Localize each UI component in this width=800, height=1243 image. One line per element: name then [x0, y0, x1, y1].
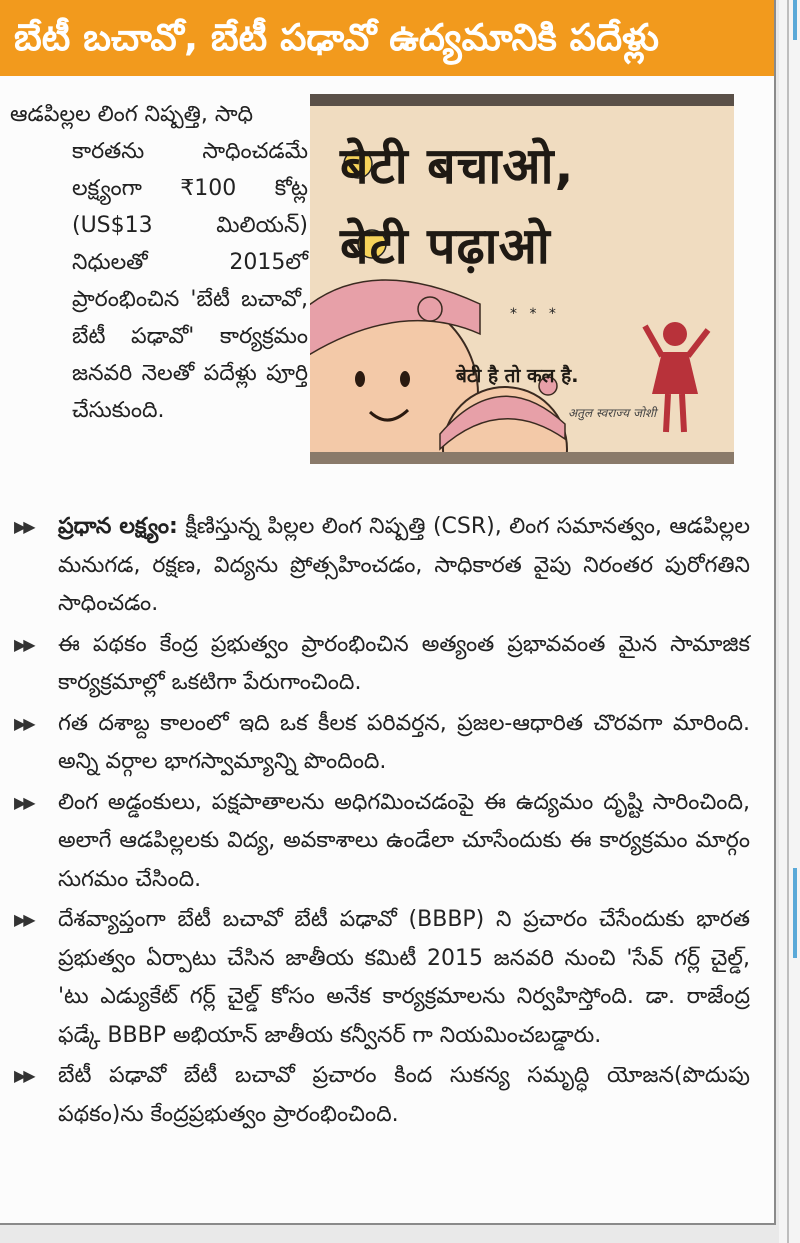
list-item	[10, 901, 750, 1055]
headline: బేటీ బచావో, బేటీ పఢావో ఉద్యమానికి పదేళ్లు	[0, 0, 774, 76]
list-item	[10, 705, 750, 782]
double-arrow-icon: ▶▶	[14, 517, 33, 536]
point-text: గత దశాబ్ద కాలంలో ఇది ఒక కీలక పరివర్తన, ప్రజల-ఆధారిత చొరవగా మారింది. అన్ని వర్గాల భాగస్వామ్యాన్ని పొందింది.	[58, 710, 750, 774]
point-text: క్షీణిస్తున్న పిల్లల లింగ నిష్పత్తి (CSR), లింగ సమానత్వం, ఆడపిల్లల మనుగడ, రక్షణ, విద్యను ప్రోత్సహించడం, సాధికారత వైపు నిరంతర పురోగతిని సాధించడం.	[58, 514, 751, 616]
double-arrow-icon: ▶▶	[14, 634, 33, 654]
poster-tagline: बेटी है तो कल है.	[456, 365, 579, 387]
double-arrow-icon: ▶▶	[14, 713, 33, 733]
cheer-girl-head	[663, 322, 687, 346]
adjacent-page-edge	[779, 0, 800, 1243]
poster-line-1: बेटी बचाओ,	[340, 137, 575, 195]
list-item	[10, 508, 750, 624]
hair-bow-large	[418, 297, 442, 321]
point-text: దేశవ్యాప్తంగా బేటీ బచావో బేటీ పఢావో (BBBP) ని ప్రచారం చేసేందుకు భారత ప్రభుత్వం ఏర్పాటు చేసిన జాతీయ కమిటీ 2015 జనవరి నుంచి 'సేవ్ గర్ల్ చైల్డ్, 'టు ఎడ్యుకేట్ గర్ల్ చైల్డ్ కోసం అనేక కార్యక్రమాలను నిర్వహిస్తోంది. డా. రాజేంద్ర ఫడ్కే BBBP అభియాన్ జాతీయ కన్వీనర్ గా నియమించబడ్డారు.	[58, 907, 750, 1048]
double-arrow-icon: ▶▶	[14, 792, 33, 812]
point-text: లింగ అడ్డంకులు, పక్షపాతాలను అధిగమించడంపై ఈ ఉద్యమం దృష్టి సారించింది, అలాగే ఆడపిల్లలకు విద్య, అవకాశాలు ఉండేలా చూసేందుకు ఈ కార్యక్రమం మార్గం సుగమం చేసింది.	[58, 789, 750, 892]
eye-left-large	[355, 371, 365, 387]
cheer-girl-dress	[652, 352, 698, 394]
point-label: ప్రధాన లక్ష్యం:	[58, 514, 178, 539]
list-item	[10, 626, 750, 703]
adjacent-column-mark	[793, 868, 797, 958]
key-points-list	[10, 508, 750, 1136]
adjacent-column-mark	[793, 0, 797, 40]
point-text: బేటీ పఢావో బేటీ బచావో ప్రచారం కింద సుకన్య సమృద్ధి యోజన(పొదుపు పథకం)ను కేంద్రప్రభుత్వం ప్రారంభించింది.	[58, 1063, 750, 1127]
campaign-poster-image	[310, 94, 734, 464]
point-text: ఈ పథకం కేంద్ర ప్రభుత్వం ప్రారంభించిన అత్యంత ప్రభావవంత మైన సామాజిక కార్యక్రమాల్లో ఒకటిగా పేరుగాంచింది.	[58, 631, 750, 695]
double-arrow-icon: ▶▶	[14, 910, 33, 929]
eye-right-large	[400, 371, 410, 387]
lead-body: కారతను సాధించడమే లక్ష్యంగా ₹100 కోట్ల (US$13 మిలియన్) నిధులతో 2015లో ప్రారంభించిన 'బేటీ బచావో, బేటీ పఢావో' కార్యక్రమం జనవరి నెలతో పదేళ్లు పూర్తి చేసుకుంది.	[72, 139, 308, 423]
poster-dots: * * *	[510, 306, 560, 322]
page-divider	[787, 0, 789, 1243]
poster-line-2: बेटी पढ़ाओ	[340, 217, 551, 275]
cheer-girl-arm-left	[645, 326, 662, 356]
lead-paragraph	[10, 96, 308, 429]
list-item	[10, 784, 750, 900]
cheer-girl-legs	[666, 394, 684, 432]
poster-bottom-frame	[310, 452, 734, 464]
lead-first-line: ఆడపిల్లల లింగ నిష్పత్తి, సాధి	[10, 102, 254, 127]
list-item	[10, 1057, 750, 1134]
artist-signature: अतुल स्वराज्य जोशी	[568, 406, 657, 420]
double-arrow-icon: ▶▶	[14, 1066, 33, 1085]
cheer-girl-arm-right	[688, 330, 708, 356]
